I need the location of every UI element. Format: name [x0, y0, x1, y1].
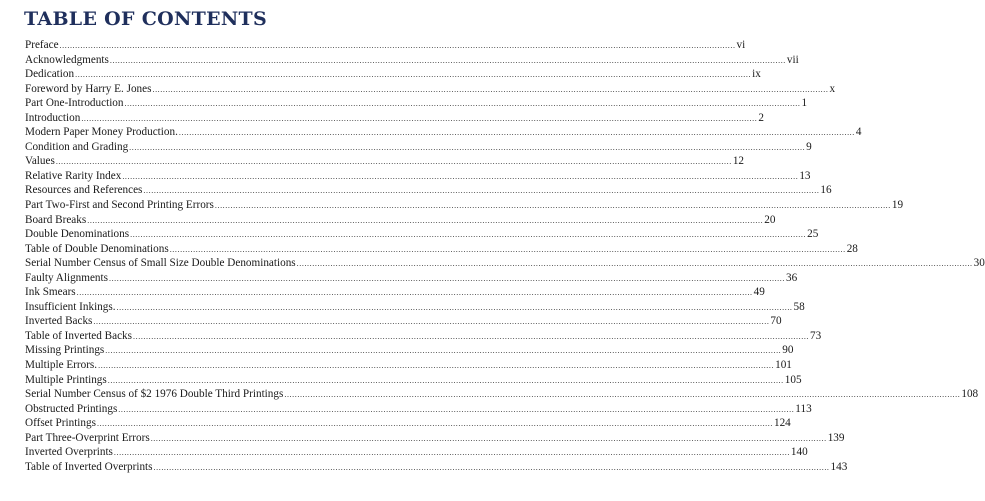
toc-entry-label: Resources and References [25, 184, 143, 197]
toc-entry-page-number: 28 [846, 242, 858, 255]
toc-entry-page-number: 90 [782, 344, 794, 357]
toc-entry-label: Part Two-First and Second Printing Errors [25, 199, 214, 212]
toc-entry [25, 111, 764, 126]
toc-entry-page-number: 12 [732, 155, 745, 168]
dot-leader: .................................................................................................................................................................................................................................................................... [93, 317, 770, 327]
toc-entry-label: Faulty Alignments [25, 271, 108, 284]
toc-entry-label: Insufficient Inkings. [25, 300, 116, 313]
toc-entry-page-number: vii [786, 53, 799, 66]
toc-entry [25, 183, 832, 198]
dot-leader: .................................................................................................................................................................................................................................................................... [75, 70, 752, 80]
toc-entry-page-number: 1 [801, 97, 808, 110]
toc-entry-page-number: 36 [785, 271, 798, 284]
toc-entry-page-number: 16 [820, 184, 832, 197]
toc-entry-page-number: 73 [810, 329, 822, 342]
toc-entry-label: Part One-Introduction [25, 97, 124, 110]
toc-entry-label: Obstructed Printings [25, 402, 118, 415]
toc-entry-page-number: 124 [773, 417, 791, 430]
dot-leader: .................................................................................................................................................................................................................................................................... [59, 41, 736, 50]
toc-entry-page-number: 25 [807, 228, 819, 241]
toc-entry [25, 460, 848, 475]
toc-entry-page-number: 105 [784, 373, 802, 386]
toc-entry [25, 314, 782, 329]
toc-entry-label: Table of Inverted Overprints [25, 460, 153, 473]
toc-entry-page-number: 113 [795, 402, 812, 415]
toc-entry [25, 445, 808, 460]
toc-entry-page-number: 139 [827, 431, 845, 444]
dot-leader: .................................................................................................................................................................................................................................................................... [116, 302, 793, 312]
toc-entry-page-number: vi [736, 39, 746, 51]
toc-entry [25, 416, 791, 431]
toc-entry-label: Missing Printings [25, 344, 105, 357]
dot-leader: .................................................................................................................................................................................................................................................................... [109, 55, 786, 65]
toc-entry-label: Ink Smears [25, 286, 76, 299]
dot-leader: .................................................................................................................................................................................................................................................................... [122, 171, 799, 181]
toc-list [25, 38, 985, 474]
toc-entry [25, 329, 822, 344]
toc-entry-page-number: 13 [799, 169, 811, 182]
toc-entry-label: Relative Rarity Index [25, 169, 122, 182]
dot-leader: .................................................................................................................................................................................................................................................................... [98, 361, 775, 371]
toc-entry-page-number: 19 [891, 199, 904, 212]
dot-leader: .................................................................................................................................................................................................................................................................... [113, 448, 790, 458]
toc-entry-label: Serial Number Census of Small Size Double Denominations [25, 257, 296, 270]
dot-leader: .................................................................................................................................................................................................................................................................... [214, 201, 891, 211]
dot-leader: .................................................................................................................................................................................................................................................................... [150, 433, 827, 443]
toc-entry [25, 256, 985, 271]
toc-entry-page-number: 4 [855, 126, 862, 139]
toc-entry [25, 38, 746, 53]
toc-entry [25, 227, 819, 242]
dot-leader: .................................................................................................................................................................................................................................................................... [152, 84, 829, 94]
dot-leader: .................................................................................................................................................................................................................................................................... [284, 390, 961, 400]
toc-entry-label: Part Three-Overprint Errors [25, 431, 150, 444]
toc-entry-page-number: 143 [830, 460, 848, 473]
toc-entry-page-number: 9 [806, 140, 812, 153]
toc-entry [25, 154, 745, 169]
dot-leader: .................................................................................................................................................................................................................................................................... [105, 346, 782, 356]
toc-entry-label: Double Denominations [25, 228, 130, 241]
toc-entry-label: Introduction [25, 111, 81, 124]
dot-leader: .................................................................................................................................................................................................................................................................... [133, 331, 810, 341]
page-title: TABLE OF CONTENTS [24, 8, 267, 30]
toc-entry-label: Table of Double Denominations [25, 242, 169, 255]
dot-leader: .................................................................................................................................................................................................................................................................... [143, 186, 820, 196]
toc-entry [25, 96, 808, 111]
toc-entry-page-number: 49 [753, 286, 765, 299]
dot-leader: .................................................................................................................................................................................................................................................................... [178, 128, 855, 138]
toc-entry-page-number: ix [752, 68, 761, 81]
toc-entry-label: Condition and Grading [25, 140, 129, 153]
toc-entry [25, 82, 836, 97]
toc-entry [25, 358, 792, 373]
dot-leader: .................................................................................................................................................................................................................................................................... [124, 99, 801, 109]
toc-entry-label: Acknowledgments [25, 53, 109, 66]
toc-entry [25, 431, 845, 446]
toc-entry-page-number: 2 [758, 111, 764, 124]
toc-entry-label: Multiple Printings [25, 373, 107, 386]
dot-leader: .................................................................................................................................................................................................................................................................... [87, 215, 764, 225]
toc-entry [25, 343, 794, 358]
dot-leader: .................................................................................................................................................................................................................................................................... [76, 288, 753, 298]
toc-entry [25, 53, 799, 68]
toc-entry-label: Serial Number Census of $2 1976 Double Third Printings [25, 388, 284, 401]
toc-entry-page-number: 70 [770, 315, 782, 328]
toc-entry-label: Offset Printings [25, 417, 96, 430]
toc-entry [25, 285, 765, 300]
toc-entry [25, 140, 812, 155]
dot-leader: .................................................................................................................................................................................................................................................................... [296, 259, 973, 269]
dot-leader: .................................................................................................................................................................................................................................................................... [55, 157, 732, 167]
toc-entry [25, 242, 858, 257]
toc-entry-label: Inverted Overprints [25, 446, 113, 459]
toc-entry-label: Multiple Errors. [25, 359, 98, 372]
toc-entry-label: Preface [25, 39, 59, 51]
toc-entry [25, 373, 802, 388]
dot-leader: .................................................................................................................................................................................................................................................................... [81, 113, 758, 123]
dot-leader: .................................................................................................................................................................................................................................................................... [108, 273, 785, 283]
toc-entry-page-number: x [829, 82, 836, 95]
dot-leader: .................................................................................................................................................................................................................................................................... [96, 419, 773, 429]
toc-entry [25, 402, 812, 417]
toc-entry-label: Board Breaks [25, 213, 87, 226]
toc-entry-label: Modern Paper Money Production. [25, 126, 178, 139]
toc-entry [25, 387, 979, 402]
toc-entry-label: Inverted Backs [25, 315, 93, 328]
toc-entry [25, 67, 761, 82]
dot-leader: .................................................................................................................................................................................................................................................................... [129, 142, 806, 152]
toc-entry [25, 125, 862, 140]
toc-entry-label: Table of Inverted Backs [25, 329, 133, 342]
toc-entry [25, 198, 904, 213]
toc-entry [25, 271, 798, 286]
toc-entry [25, 169, 811, 184]
toc-entry-page-number: 108 [961, 388, 979, 401]
toc-entry [25, 300, 805, 315]
toc-entry-label: Values [25, 155, 55, 168]
toc-entry-label: Dedication [25, 68, 75, 81]
toc-entry [25, 213, 776, 228]
toc-entry-label: Foreword by Harry E. Jones [25, 82, 152, 95]
toc-entry-page-number: 140 [790, 446, 808, 459]
dot-leader: .................................................................................................................................................................................................................................................................... [130, 230, 807, 240]
toc-entry-page-number: 58 [793, 300, 805, 313]
toc-entry-page-number: 101 [775, 359, 792, 372]
dot-leader: .................................................................................................................................................................................................................................................................... [169, 244, 846, 254]
dot-leader: .................................................................................................................................................................................................................................................................... [107, 375, 784, 385]
dot-leader: .................................................................................................................................................................................................................................................................... [118, 404, 795, 414]
toc-entry-page-number: 20 [764, 213, 776, 226]
toc-entry-page-number: 30 [973, 257, 985, 270]
dot-leader: .................................................................................................................................................................................................................................................................... [153, 462, 830, 472]
